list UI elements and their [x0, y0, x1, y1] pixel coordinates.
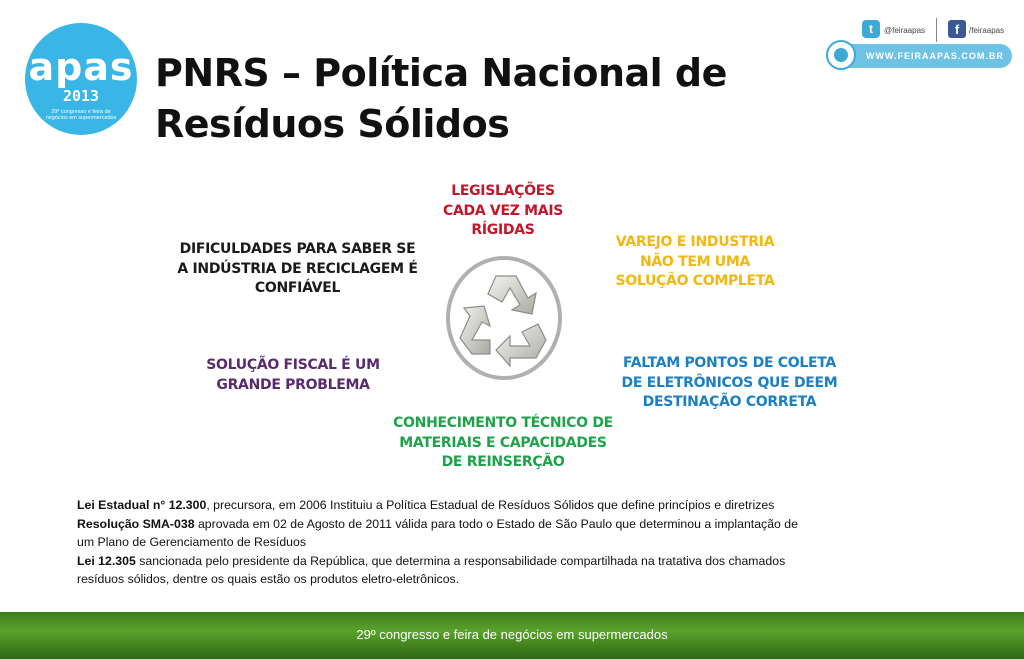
facebook-handle[interactable]: /feiraapas	[969, 26, 1005, 35]
law3-text-a: sancionada pelo presidente da República, que determina a responsabilidade compartilhada na tratativa dos chamados	[135, 553, 786, 568]
topic-line: FALTAM PONTOS DE COLETA	[623, 355, 836, 371]
website-badge[interactable]	[828, 44, 1012, 68]
twitter-handle[interactable]: @feiraapas	[884, 26, 926, 35]
recycle-icon	[444, 254, 564, 382]
social-links	[862, 18, 1012, 44]
topic-line: DESTINAÇÃO CORRETA	[642, 394, 817, 410]
topic-line: LEGISLAÇÕES	[451, 183, 555, 199]
law2-label: Resolução SMA-038	[77, 516, 195, 531]
law-line-3	[77, 552, 927, 571]
social-divider	[936, 18, 937, 42]
law2-text-b: um Plano de Gerenciamento de Resíduos	[77, 535, 306, 550]
law3-label: Lei 12.305	[77, 553, 136, 568]
topic-line: NÃO TEM UMA	[639, 253, 751, 270]
topic-varejo	[600, 233, 790, 292]
title-line-1: PNRS – Política Nacional de	[155, 51, 727, 95]
law-line-2	[77, 515, 927, 534]
page-title	[155, 48, 727, 150]
apas-logo	[25, 23, 137, 135]
logo-tagline: 29º congresso e feira de negócios em supermercados	[45, 109, 117, 121]
laws-text	[77, 496, 927, 589]
topic-line: MATERIAIS E CAPACIDADES	[399, 434, 607, 451]
topic-line: CADA VEZ MAIS	[442, 202, 564, 219]
facebook-icon[interactable]: f	[948, 20, 966, 38]
topic-line: CONHECIMENTO TÉCNICO DE	[393, 415, 613, 431]
topic-line: GRANDE PROBLEMA	[216, 376, 370, 393]
topic-line: DE REINSERÇÃO	[441, 454, 565, 470]
logo-brand: apas	[28, 45, 134, 89]
topic-line: CONFIÁVEL	[254, 280, 341, 296]
topic-conhecimento	[388, 414, 618, 473]
topic-pontos-coleta	[612, 354, 847, 413]
law3-text-b: resíduos sólidos, dentre os quais estão os produtos eletro-eletrônicos.	[77, 572, 460, 587]
website-url[interactable]: WWW.FEIRAAPAS.COM.BR	[866, 51, 1004, 61]
footer-text: 29º congresso e feira de negócios em supermercados	[356, 627, 668, 642]
globe-icon	[826, 40, 856, 70]
topic-line: SOLUÇÃO COMPLETA	[615, 273, 775, 289]
topic-fiscal	[198, 356, 388, 395]
law1-text: , precursora, em 2006 Instituiu a Política Estadual de Resíduos Sólidos que define princípios e diretrizes	[206, 498, 775, 512]
topic-line: RÍGIDAS	[471, 222, 535, 238]
topic-line: DIFICULDADES PARA SABER SE	[179, 241, 416, 257]
footer-bar	[0, 612, 1024, 659]
topic-line: SOLUÇÃO FISCAL É UM	[206, 357, 380, 373]
topic-line: DE ELETRÔNICOS QUE DEEM	[621, 374, 838, 391]
law1-label: Lei Estadual n° 12.300	[77, 498, 207, 512]
logo-year: 2013	[62, 87, 100, 105]
topic-dificuldades	[170, 240, 425, 299]
topic-line: A INDÚSTRIA DE RECICLAGEM É	[177, 260, 418, 277]
topic-legislacoes	[428, 182, 578, 241]
twitter-icon[interactable]: t	[862, 20, 880, 38]
law2-text-a: aprovada em 02 de Agosto de 2011 válida para todo o Estado de São Paulo que determinou a implantação de	[194, 516, 798, 531]
law-line-1	[77, 496, 927, 515]
title-line-2: Resíduos Sólidos	[155, 102, 510, 146]
topic-line: VAREJO E INDUSTRIA	[615, 234, 775, 250]
